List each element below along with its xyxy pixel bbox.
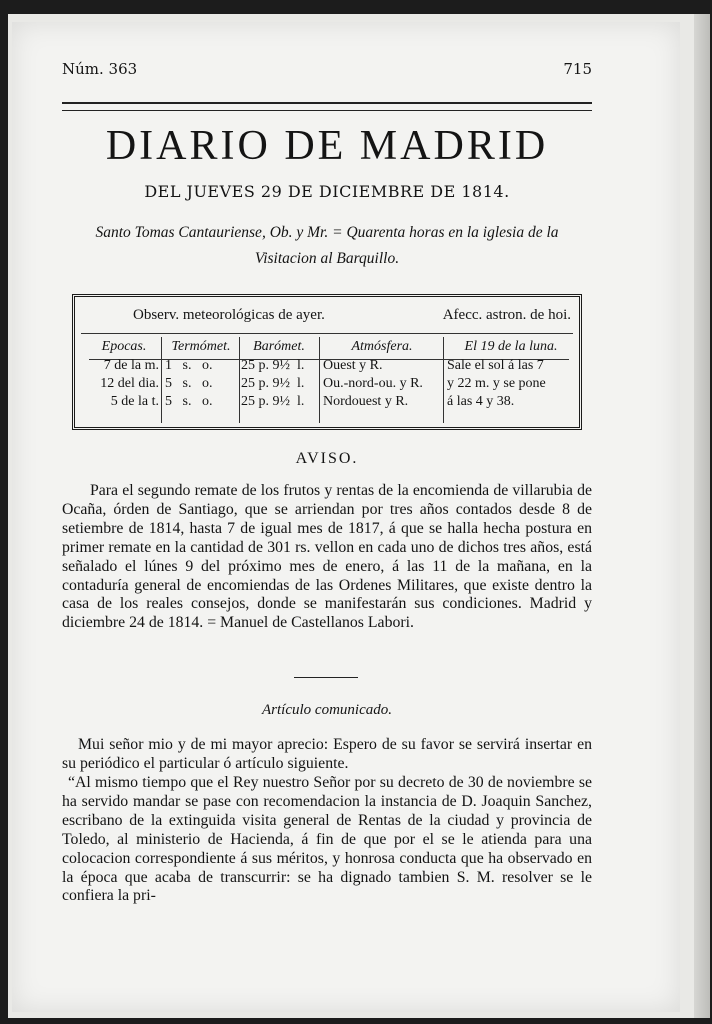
masthead-title: DIARIO DE MADRID bbox=[105, 123, 549, 169]
weather-title: Observ. meteorológicas de ayer. bbox=[133, 307, 325, 323]
column-luna bbox=[447, 337, 575, 423]
barometro-cell: 25 p. 9½ l. bbox=[241, 358, 305, 373]
column-barometro bbox=[241, 337, 317, 423]
weather-header-rule bbox=[81, 333, 573, 334]
luna-line: á las 4 y 38. bbox=[447, 394, 515, 409]
termometro-cell: 1 s. o. bbox=[165, 358, 213, 373]
articulo-paragraph-2: “Al mismo tiempo que el Rey nuestro Señor por su decreto de 30 de noviembre se ha servido mandar se pase con recomendacion la instancia de D. Joaquin Sanchez, escribano de la extinguida visita general de Rentas de la ciudad y provincia de Toledo, al ministerio de Hacienda, á fin de que por el se le atienda para una colocacion correspondiente á sus méritos, y honrosa conducta que ha observado en la época que acaba de transcurrir: se ha dignado tambien S. M. resolver se le confiera la pri- bbox=[62, 774, 592, 905]
luna-line: y 22 m. y se pone bbox=[447, 376, 546, 391]
saint-of-day: Santo Tomas Cantauriense, Ob. y Mr. = Quarenta horas en la iglesia de la Visitacion al Barquillo. bbox=[95, 224, 559, 267]
column-divider bbox=[239, 337, 240, 423]
column-header-barometro: Barómet. bbox=[253, 339, 305, 354]
dateline: DEL JUEVES 29 DE DICIEMBRE DE 1814. bbox=[144, 182, 510, 201]
articulo-paragraph-1: Mui señor mio y de mi mayor aprecio: Espero de su favor se servirá insertar en su periódico el particular ó artículo siguiente. bbox=[62, 736, 592, 772]
epoca-cell: 5 de la t. bbox=[110, 394, 159, 409]
page-number: 715 bbox=[563, 60, 592, 78]
aviso-body: Para el segundo remate de los frutos y rentas de la encomienda de villarubia de Ocaña, órden de Santiago, que se arriendan por tres años contados desde 8 de setiembre de 1814, hasta 7 de igual mes de 1817, á que se halla hecha postura en primer remate en la cantidad de 301 rs. vellon en cada uno de dichos tres años, está señalado el lúnes 9 del próximo mes de enero, á las 11 de la mañana, en la contaduría general de encomiendas de las Ordenes Militares, que existe dentro la casa de los reales consejos, donde se manifestarán sus condiciones. Madrid y diciembre 24 de 1814. = Manuel de Castellanos Labori. bbox=[62, 482, 592, 632]
newspaper-page bbox=[12, 22, 680, 1012]
column-header-atmosfera: Atmósfera. bbox=[351, 339, 413, 354]
issue-header bbox=[62, 60, 592, 82]
column-header-epocas: Epocas. bbox=[101, 339, 147, 354]
epoca-cell: 7 de la m. bbox=[103, 358, 159, 373]
aviso-heading: AVISO. bbox=[295, 450, 359, 467]
atmosfera-cell: Ouest y R. bbox=[323, 358, 383, 373]
atmosfera-cell: Nordouest y R. bbox=[323, 394, 409, 409]
barometro-cell: 25 p. 9½ l. bbox=[241, 376, 305, 391]
column-epocas bbox=[89, 337, 159, 423]
column-divider bbox=[319, 337, 320, 423]
issue-number: Núm. 363 bbox=[62, 60, 138, 78]
section-divider bbox=[294, 677, 358, 678]
articulo-heading: Artículo comunicado. bbox=[262, 702, 392, 718]
column-header-termometro: Termómet. bbox=[171, 339, 231, 354]
luna-line: Sale el sol á las 7 bbox=[447, 358, 544, 373]
column-divider bbox=[443, 337, 444, 423]
atmosfera-cell: Ou.-nord-ou. y R. bbox=[323, 376, 423, 391]
barometro-cell: 25 p. 9½ l. bbox=[241, 394, 305, 409]
weather-observations-table bbox=[72, 294, 582, 430]
column-termometro bbox=[165, 337, 237, 423]
epoca-cell: 12 del dia. bbox=[100, 376, 159, 391]
column-header-luna: El 19 de la luna. bbox=[464, 339, 558, 354]
termometro-cell: 5 s. o. bbox=[165, 376, 213, 391]
newspaper-page-stack bbox=[8, 14, 694, 1018]
astronomy-title: Afecc. astron. de hoi. bbox=[442, 307, 571, 323]
weather-table-header bbox=[75, 307, 579, 327]
column-atmosfera bbox=[323, 337, 441, 423]
header-rule bbox=[62, 102, 592, 111]
termometro-cell: 5 s. o. bbox=[165, 394, 213, 409]
column-divider bbox=[161, 337, 162, 423]
page-edge bbox=[694, 14, 710, 1018]
